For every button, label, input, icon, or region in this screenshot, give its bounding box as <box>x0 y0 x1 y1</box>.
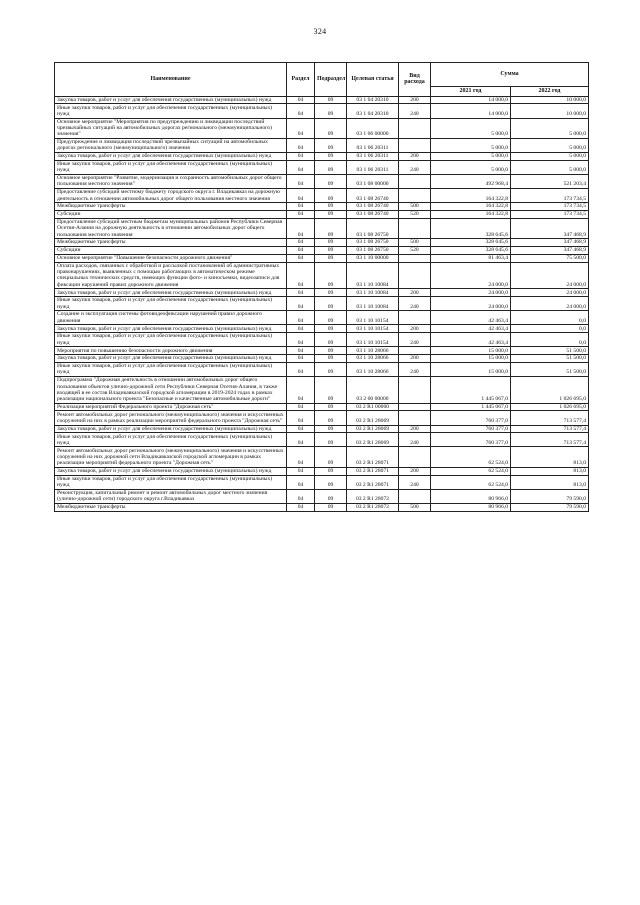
cell-sum-2021: 80 966,0 <box>431 503 511 511</box>
table-row <box>55 96 589 104</box>
table-row <box>55 218 589 238</box>
cell-name: Иные закупки товаров, работ и услуг для обеспечения государственных (муниципальных) нужд <box>55 333 287 347</box>
cell-type <box>399 489 431 503</box>
cell-target: 03 1 08 26740 <box>347 203 399 211</box>
header-section: Раздел <box>287 63 315 97</box>
cell-sum-2021: 164 322,8 <box>431 203 511 211</box>
cell-type: 500 <box>399 203 431 211</box>
cell-name: Иные закупки товаров, работ и услуг для обеспечения государственных (муниципальных) нужд <box>55 104 287 118</box>
cell-sum-2021: 760 377,0 <box>431 433 511 447</box>
cell-subsection: 09 <box>315 475 347 489</box>
cell-target: 03 1 10 10084 <box>347 262 399 289</box>
table-row <box>55 425 589 433</box>
cell-name: Реализация мероприятий Федерального проекта "Дорожная сеть" <box>55 403 287 411</box>
cell-name: Предупреждение и ликвидация последствий чрезвычайных ситуаций на автомобильных дорогах регионального (межмуниципального) значения <box>55 138 287 152</box>
cell-type <box>399 411 431 425</box>
table-row <box>55 475 589 489</box>
cell-sum-2022: 713 577,4 <box>511 411 589 425</box>
cell-type: 200 <box>399 289 431 297</box>
cell-name: Основное мероприятие "Развитие, модернизация и сохранность автомобильных дорог общего пользования местного значения" <box>55 174 287 188</box>
cell-subsection: 09 <box>315 311 347 325</box>
cell-sum-2021: 760 377,0 <box>431 411 511 425</box>
cell-subsection: 09 <box>315 203 347 211</box>
cell-type: 240 <box>399 333 431 347</box>
cell-type <box>399 189 431 203</box>
cell-sum-2022: 0,0 <box>511 325 589 333</box>
cell-section: 04 <box>287 174 315 188</box>
table-row <box>55 311 589 325</box>
table-row <box>55 355 589 363</box>
cell-type: 200 <box>399 152 431 160</box>
cell-sum-2022: 79 590,0 <box>511 503 589 511</box>
cell-subsection: 09 <box>315 246 347 254</box>
cell-subsection: 09 <box>315 425 347 433</box>
cell-section: 04 <box>287 425 315 433</box>
header-name: Наименование <box>55 63 287 97</box>
table-row <box>55 210 589 218</box>
cell-type <box>399 403 431 411</box>
cell-sum-2021: 164 322,8 <box>431 210 511 218</box>
cell-type <box>399 311 431 325</box>
header-type: Вид расхода <box>399 63 431 97</box>
cell-sum-2022: 24 000,0 <box>511 289 589 297</box>
cell-target: 03 1 06 20311 <box>347 160 399 174</box>
cell-subsection: 09 <box>315 160 347 174</box>
cell-name: Предоставление субсидий местному бюджету городского округа г. Владикавказ на дорожную деятельность в отношении автомобильных дорог общего пользования местного значения <box>55 189 287 203</box>
cell-section: 04 <box>287 262 315 289</box>
cell-name: Реконструкция, капитальный ремонт и ремонт автомобильных дорог местного значения (улично-дорожной сети) городского округа г.Владикавказ <box>55 489 287 503</box>
cell-section: 04 <box>287 362 315 376</box>
cell-sum-2022: 24 000,0 <box>511 297 589 311</box>
cell-name: Межбюджетные трансферты <box>55 203 287 211</box>
cell-sum-2022: 51 500,0 <box>511 362 589 376</box>
table-row <box>55 411 589 425</box>
page-number: 324 <box>313 27 327 36</box>
table-row <box>55 489 589 503</box>
cell-sum-2022: 173 734,5 <box>511 210 589 218</box>
cell-target: 03 1 10 10084 <box>347 289 399 297</box>
cell-name: Межбюджетные трансферты <box>55 239 287 247</box>
cell-name: Ремонт автомобильных дорог регионального (межмуниципального) значения и искусственных сооружений на них в рамках реализации мероприятий федерального проекта "Дорожная сеть" <box>55 411 287 425</box>
cell-target: 03 1 04 20310 <box>347 104 399 118</box>
table-row <box>55 289 589 297</box>
cell-type: 200 <box>399 425 431 433</box>
cell-sum-2021: 760 377,0 <box>431 425 511 433</box>
cell-target: 03 1 08 26750 <box>347 246 399 254</box>
cell-subsection: 09 <box>315 503 347 511</box>
table-row <box>55 362 589 376</box>
cell-type <box>399 262 431 289</box>
cell-type: 200 <box>399 325 431 333</box>
cell-name: Иные закупки товаров, работ и услуг для обеспечения государственных (муниципальных) нужд <box>55 362 287 376</box>
cell-name: Мероприятия по повышению безопасности дорожного движения <box>55 347 287 355</box>
table-row <box>55 239 589 247</box>
cell-sum-2022: 10 000,0 <box>511 104 589 118</box>
cell-subsection: 09 <box>315 489 347 503</box>
cell-sum-2021: 24 000,0 <box>431 262 511 289</box>
cell-name: Закупка товаров, работ и услуг для обеспечения государственных (муниципальных) нужд <box>55 325 287 333</box>
cell-type: 500 <box>399 503 431 511</box>
cell-target: 03 1 10 28066 <box>347 362 399 376</box>
table-row <box>55 377 589 404</box>
cell-subsection: 09 <box>315 355 347 363</box>
cell-sum-2021: 15 000,0 <box>431 347 511 355</box>
cell-subsection: 09 <box>315 239 347 247</box>
cell-sum-2022: 813,0 <box>511 475 589 489</box>
table-body <box>55 96 589 511</box>
cell-name: Закупка товаров, работ и услуг для обеспечения государственных (муниципальных) нужд <box>55 425 287 433</box>
table-row <box>55 246 589 254</box>
table-row <box>55 138 589 152</box>
cell-section: 04 <box>287 347 315 355</box>
cell-sum-2021: 5 000,0 <box>431 138 511 152</box>
cell-section: 04 <box>287 325 315 333</box>
cell-sum-2021: 62 524,0 <box>431 447 511 467</box>
cell-target: 03 2 R1 28069 <box>347 425 399 433</box>
cell-subsection: 09 <box>315 289 347 297</box>
cell-section: 04 <box>287 246 315 254</box>
cell-section: 04 <box>287 333 315 347</box>
cell-sum-2022: 347 468,9 <box>511 218 589 238</box>
cell-sum-2021: 328 645,6 <box>431 218 511 238</box>
table-row <box>55 325 589 333</box>
cell-type: 520 <box>399 210 431 218</box>
cell-name: Иные закупки товаров, работ и услуг для обеспечения государственных (муниципальных) нужд <box>55 433 287 447</box>
cell-target: 03 1 08 26750 <box>347 218 399 238</box>
cell-type <box>399 118 431 138</box>
cell-sum-2022: 173 734,5 <box>511 189 589 203</box>
cell-subsection: 09 <box>315 96 347 104</box>
cell-type <box>399 347 431 355</box>
cell-target: 03 1 10 10154 <box>347 325 399 333</box>
cell-sum-2021: 14 000,0 <box>431 96 511 104</box>
cell-name: Подпрограмма "Дорожная деятельность в отношении автомобильных дорог общего пользования объектов улично-дорожной сети Республики Северная Осетия-Алания, в также входящей в ее состав Владикавказской городской агломерации в 2019-2024 годах в рамках реализации национального проекта "Безопасные и качественные автомобильные дороги" <box>55 377 287 404</box>
cell-section: 04 <box>287 104 315 118</box>
cell-section: 04 <box>287 152 315 160</box>
cell-sum-2022: 347 468,9 <box>511 239 589 247</box>
cell-name: Иные закупки товаров, работ и услуг для обеспечения государственных (муниципальных) нужд <box>55 160 287 174</box>
cell-section: 04 <box>287 503 315 511</box>
cell-subsection: 09 <box>315 218 347 238</box>
cell-subsection: 09 <box>315 138 347 152</box>
cell-target: 03 1 08 00000 <box>347 174 399 188</box>
cell-section: 04 <box>287 355 315 363</box>
cell-sum-2021: 24 000,0 <box>431 289 511 297</box>
table-row <box>55 467 589 475</box>
cell-sum-2021: 24 000,0 <box>431 297 511 311</box>
table-row <box>55 118 589 138</box>
cell-sum-2022: 521 203,4 <box>511 174 589 188</box>
header-subsection: Подраздел <box>315 63 347 97</box>
cell-sum-2022: 10 000,0 <box>511 96 589 104</box>
cell-type <box>399 254 431 262</box>
table-row <box>55 262 589 289</box>
cell-target: 03 2 R1 28072 <box>347 503 399 511</box>
cell-section: 04 <box>287 475 315 489</box>
cell-sum-2022: 173 734,5 <box>511 203 589 211</box>
cell-target: 03 2 R1 28072 <box>347 489 399 503</box>
cell-section: 04 <box>287 239 315 247</box>
cell-subsection: 09 <box>315 333 347 347</box>
cell-sum-2021: 15 000,0 <box>431 362 511 376</box>
cell-target: 03 1 10 28066 <box>347 355 399 363</box>
cell-subsection: 09 <box>315 403 347 411</box>
cell-sum-2021: 492 968,4 <box>431 174 511 188</box>
cell-section: 04 <box>287 297 315 311</box>
cell-sum-2021: 1 445 067,0 <box>431 377 511 404</box>
cell-subsection: 09 <box>315 104 347 118</box>
table-row <box>55 203 589 211</box>
cell-section: 04 <box>287 138 315 152</box>
cell-type: 200 <box>399 355 431 363</box>
cell-sum-2022: 51 500,0 <box>511 355 589 363</box>
cell-subsection: 09 <box>315 152 347 160</box>
cell-target: 03 1 08 26740 <box>347 189 399 203</box>
cell-sum-2022: 1 026 695,0 <box>511 403 589 411</box>
table-row <box>55 403 589 411</box>
cell-subsection: 09 <box>315 254 347 262</box>
cell-sum-2021: 1 445 067,0 <box>431 403 511 411</box>
cell-target: 03 1 06 20311 <box>347 152 399 160</box>
cell-sum-2021: 42 463,4 <box>431 333 511 347</box>
header-sum: Сумма <box>431 63 589 87</box>
cell-sum-2021: 42 463,4 <box>431 311 511 325</box>
table-row <box>55 152 589 160</box>
cell-sum-2022: 75 500,0 <box>511 254 589 262</box>
cell-type: 240 <box>399 104 431 118</box>
cell-sum-2022: 5 000,0 <box>511 138 589 152</box>
cell-target: 03 1 10 10154 <box>347 311 399 325</box>
cell-sum-2021: 5 000,0 <box>431 118 511 138</box>
cell-target: 03 2 00 00000 <box>347 377 399 404</box>
cell-subsection: 09 <box>315 118 347 138</box>
cell-sum-2022: 713 577,4 <box>511 425 589 433</box>
cell-name: Закупка товаров, работ и услуг для обеспечения государственных (муниципальных) нужд <box>55 289 287 297</box>
cell-target: 03 1 06 20311 <box>347 138 399 152</box>
cell-type: 240 <box>399 160 431 174</box>
cell-type: 200 <box>399 96 431 104</box>
cell-subsection: 09 <box>315 297 347 311</box>
cell-target: 03 1 08 26750 <box>347 239 399 247</box>
budget-table <box>54 62 589 512</box>
cell-sum-2022: 813,0 <box>511 467 589 475</box>
cell-name: Закупка товаров, работ и услуг для обеспечения государственных (муниципальных) нужд <box>55 152 287 160</box>
cell-name: Субсидии <box>55 246 287 254</box>
cell-subsection: 09 <box>315 210 347 218</box>
cell-section: 04 <box>287 467 315 475</box>
cell-name: Предоставление субсидий местным бюджетам муниципальных районов Республики Северная Осетия-Алания на дорожную деятельность в отношении автомобильных дорог общего пользования местного значения <box>55 218 287 238</box>
cell-section: 04 <box>287 447 315 467</box>
cell-target: 03 1 10 00000 <box>347 254 399 262</box>
cell-target: 03 2 R1 28071 <box>347 475 399 489</box>
cell-type: 500 <box>399 239 431 247</box>
cell-section: 04 <box>287 311 315 325</box>
cell-sum-2021: 328 645,6 <box>431 239 511 247</box>
cell-type <box>399 447 431 467</box>
cell-sum-2022: 51 500,0 <box>511 347 589 355</box>
cell-name: Закупка товаров, работ и услуг для обеспечения государственных (муниципальных) нужд <box>55 467 287 475</box>
cell-subsection: 09 <box>315 174 347 188</box>
cell-section: 04 <box>287 254 315 262</box>
cell-subsection: 09 <box>315 189 347 203</box>
cell-sum-2022: 347 468,9 <box>511 246 589 254</box>
cell-sum-2022: 713 577,4 <box>511 433 589 447</box>
table-row <box>55 160 589 174</box>
cell-sum-2021: 80 966,0 <box>431 489 511 503</box>
cell-target: 03 2 R1 28071 <box>347 467 399 475</box>
cell-section: 04 <box>287 96 315 104</box>
table-row <box>55 447 589 467</box>
header-target: Целевая статья <box>347 63 399 97</box>
cell-sum-2021: 5 000,0 <box>431 152 511 160</box>
cell-name: Основное мероприятие "Повышение безопасности дорожного движения" <box>55 254 287 262</box>
cell-target: 03 2 R1 00000 <box>347 403 399 411</box>
cell-section: 04 <box>287 289 315 297</box>
cell-sum-2022: 79 590,0 <box>511 489 589 503</box>
cell-type <box>399 138 431 152</box>
cell-section: 04 <box>287 433 315 447</box>
cell-sum-2021: 164 322,8 <box>431 189 511 203</box>
cell-type <box>399 174 431 188</box>
cell-section: 04 <box>287 403 315 411</box>
cell-section: 04 <box>287 210 315 218</box>
cell-subsection: 09 <box>315 447 347 467</box>
cell-section: 04 <box>287 489 315 503</box>
cell-subsection: 09 <box>315 325 347 333</box>
table-row <box>55 503 589 511</box>
cell-section: 04 <box>287 377 315 404</box>
cell-section: 04 <box>287 218 315 238</box>
cell-subsection: 09 <box>315 377 347 404</box>
cell-section: 04 <box>287 160 315 174</box>
cell-target: 03 2 R1 28069 <box>347 433 399 447</box>
header-year-2022: 2022 год <box>511 87 589 97</box>
cell-name: Закупка товаров, работ и услуг для обеспечения государственных (муниципальных) нужд <box>55 96 287 104</box>
cell-name: Иные закупки товаров, работ и услуг для обеспечения государственных (муниципальных) нужд <box>55 297 287 311</box>
cell-section: 04 <box>287 118 315 138</box>
cell-type: 240 <box>399 362 431 376</box>
table-row <box>55 104 589 118</box>
cell-sum-2021: 62 524,0 <box>431 467 511 475</box>
cell-target: 03 2 R1 28069 <box>347 411 399 425</box>
table-row <box>55 254 589 262</box>
cell-sum-2022: 813,0 <box>511 447 589 467</box>
table-row <box>55 433 589 447</box>
cell-section: 04 <box>287 189 315 203</box>
cell-section: 04 <box>287 203 315 211</box>
cell-name: Иные закупки товаров, работ и услуг для обеспечения государственных (муниципальных) нужд <box>55 475 287 489</box>
cell-name: Оплата расходов, связанных с обработкой и рассылкой постановлений об административных правонарушениях, выявленных с помощью работающих в автоматическом режиме специальных технических средств, имеющих функции фото- и киносъемки, видеозаписи для фиксации нарушений правил дорожного движения <box>55 262 287 289</box>
table-header <box>55 63 589 97</box>
cell-type <box>399 218 431 238</box>
cell-type: 240 <box>399 433 431 447</box>
cell-name: Основное мероприятие "Мероприятия по предупреждению и ликвидации последствий чрезвычайных ситуаций на автомобильных дорогах регионального (межмуниципального) значения" <box>55 118 287 138</box>
header-year-2021: 2021 год <box>431 87 511 97</box>
cell-section: 04 <box>287 411 315 425</box>
table-row <box>55 189 589 203</box>
cell-name: Межбюджетные трансферты <box>55 503 287 511</box>
cell-subsection: 09 <box>315 362 347 376</box>
cell-sum-2021: 14 000,0 <box>431 104 511 118</box>
cell-type: 520 <box>399 246 431 254</box>
cell-sum-2021: 15 000,0 <box>431 355 511 363</box>
cell-sum-2022: 5 000,0 <box>511 160 589 174</box>
cell-sum-2021: 42 463,4 <box>431 325 511 333</box>
table-row <box>55 297 589 311</box>
cell-subsection: 09 <box>315 262 347 289</box>
cell-type: 200 <box>399 467 431 475</box>
cell-sum-2022: 0,0 <box>511 311 589 325</box>
cell-name: Субсидии <box>55 210 287 218</box>
cell-target: 03 1 06 00000 <box>347 118 399 138</box>
cell-target: 03 1 10 10084 <box>347 297 399 311</box>
table-row <box>55 347 589 355</box>
cell-target: 03 2 R1 28071 <box>347 447 399 467</box>
cell-subsection: 09 <box>315 347 347 355</box>
cell-target: 03 1 04 20310 <box>347 96 399 104</box>
cell-target: 03 1 10 28066 <box>347 347 399 355</box>
cell-name: Создание и эксплуатация системы фотовидеофиксации нарушений правил дорожного движения <box>55 311 287 325</box>
cell-sum-2021: 5 000,0 <box>431 160 511 174</box>
cell-sum-2022: 24 000,0 <box>511 262 589 289</box>
cell-subsection: 09 <box>315 433 347 447</box>
table-row <box>55 174 589 188</box>
cell-target: 03 1 10 10154 <box>347 333 399 347</box>
table-row <box>55 333 589 347</box>
cell-type <box>399 377 431 404</box>
cell-subsection: 09 <box>315 467 347 475</box>
cell-target: 03 1 08 26740 <box>347 210 399 218</box>
cell-sum-2022: 0,0 <box>511 333 589 347</box>
cell-type: 240 <box>399 475 431 489</box>
cell-sum-2021: 328 645,6 <box>431 246 511 254</box>
cell-name: Закупка товаров, работ и услуг для обеспечения государственных (муниципальных) нужд <box>55 355 287 363</box>
cell-name: Ремонт автомобильных дорог регионального (межмуниципального) значения и искусственных сооружений на них дорожной сети Владикавказской городской агломерации в рамках реализации мероприятий федерального проекта "Дорожная сеть" <box>55 447 287 467</box>
cell-sum-2022: 5 000,0 <box>511 152 589 160</box>
cell-sum-2022: 1 026 695,0 <box>511 377 589 404</box>
cell-sum-2022: 5 000,0 <box>511 118 589 138</box>
cell-subsection: 09 <box>315 411 347 425</box>
cell-sum-2021: 81 463,4 <box>431 254 511 262</box>
cell-type: 240 <box>399 297 431 311</box>
cell-sum-2021: 62 524,0 <box>431 475 511 489</box>
